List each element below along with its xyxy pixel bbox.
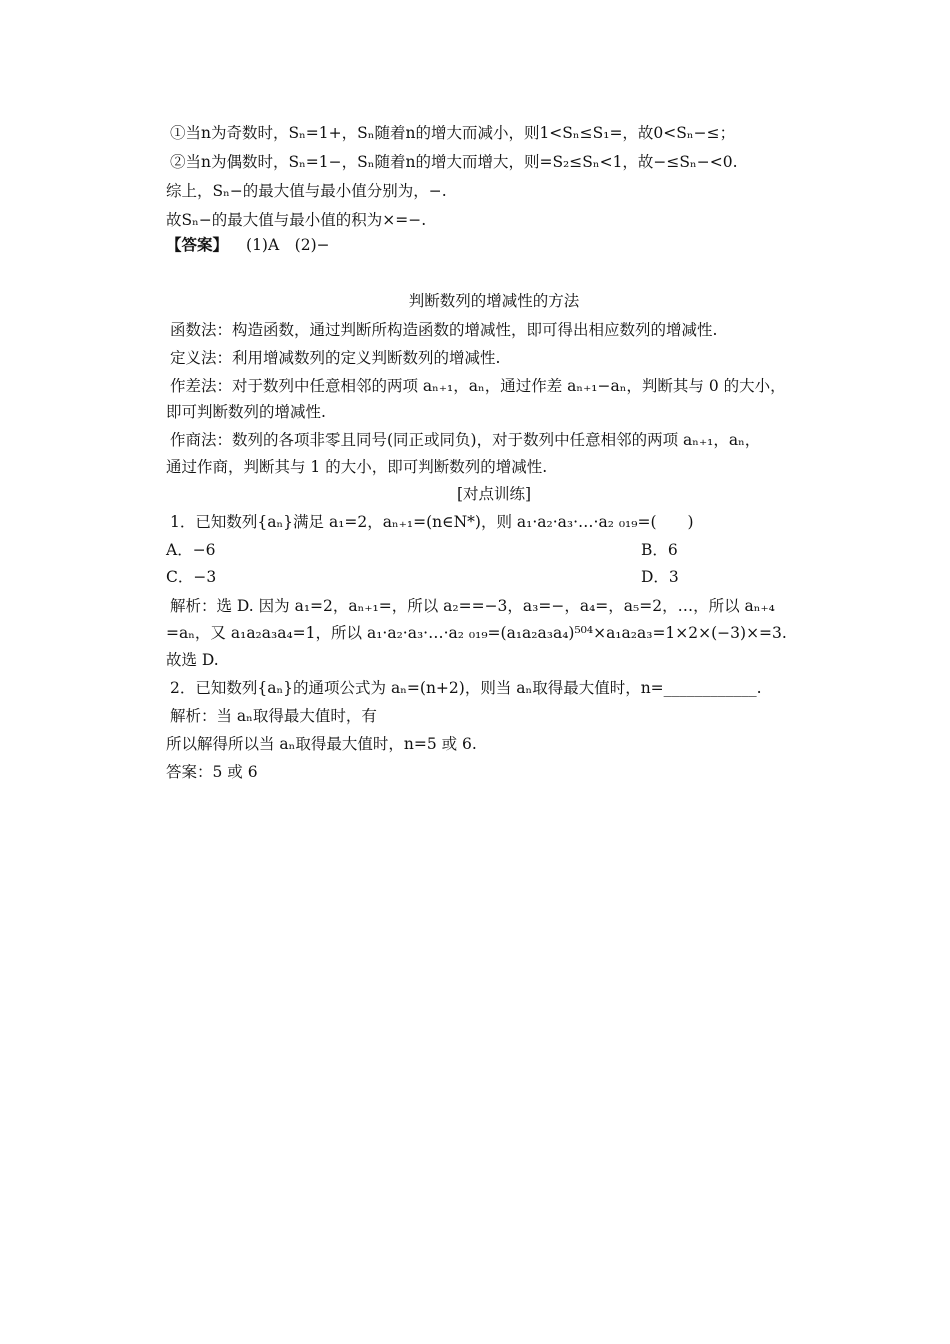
method-quotient-1: 作商法：数列的各项非零且同号(同正或同负)，对于数列中任意相邻的两项 aₙ₊₁，aₙ， xyxy=(170,431,761,449)
q1-options-row-2 xyxy=(166,567,818,587)
answer-value: (1)A (2)− xyxy=(246,236,330,254)
method-quotient-2: 通过作商，判断其与 1 的大小，即可判断数列的增减性. xyxy=(166,458,548,476)
solution-1-line-1: 解析：选 D. 因为 a₁=2，aₙ₊₁=，所以 a₂==−3，a₃=−，a₄=，a₅=2，…，所以 aₙ₊₄ xyxy=(170,597,775,615)
method-definition: 定义法：利用增减数列的定义判断数列的增减性. xyxy=(170,349,501,367)
question-2: 2．已知数列{aₙ}的通项公式为 aₙ=(n+2)，则当 aₙ取得最大值时，n=____________. xyxy=(170,679,762,697)
q1-options-row-1 xyxy=(166,540,818,560)
method-difference-1: 作差法：对于数列中任意相邻的两项 aₙ₊₁，aₙ，通过作差 aₙ₊₁−aₙ，判断其与 0 的大小， xyxy=(170,377,786,395)
solution-2-line-1: 解析：当 aₙ取得最大值时，有 xyxy=(170,707,377,725)
practice-heading: [对点训练] xyxy=(456,485,532,503)
answer-label: 【答案】 xyxy=(166,235,229,254)
case-even-line: ②当n为偶数时，Sₙ=1−，Sₙ随着n的增大而增大，则=S₂≤Sₙ<1，故−≤Sₙ−<0. xyxy=(170,153,738,171)
product-line: 故Sₙ−的最大值与最小值的积为×=−. xyxy=(166,211,427,229)
solution-2-answer: 答案：5 或 6 xyxy=(166,763,258,781)
solution-1-line-2: =aₙ，又 a₁a₂a₃a₄=1，所以 a₁·a₂·a₃·…·a₂ ₀₁₉=(a₁a₂a₃a₄)⁵⁰⁴×a₁a₂a₃=1×2×(−3)×=3. xyxy=(166,624,787,642)
solution-1-line-3: 故选 D. xyxy=(166,651,219,669)
summary-line: 综上，Sₙ−的最大值与最小值分别为，−. xyxy=(166,182,447,200)
question-1: 1．已知数列{aₙ}满足 a₁=2，aₙ₊₁=(n∈N*)，则 a₁·a₂·a₃·…·a₂ ₀₁₉=( ) xyxy=(170,513,694,531)
method-function: 函数法：构造函数，通过判断所构造函数的增减性，即可得出相应数列的增减性. xyxy=(170,321,718,339)
q1-option-d: D．3 xyxy=(641,568,679,586)
case-odd-line: ①当n为奇数时，Sₙ=1+，Sₙ随着n的增大而减小，则1<Sₙ≤S₁=，故0<Sₙ−≤； xyxy=(170,124,736,142)
q1-option-c: C．−3 xyxy=(166,568,217,586)
answer-line xyxy=(166,235,818,255)
method-difference-2: 即可判断数列的增减性. xyxy=(166,403,326,421)
q1-option-b: B．6 xyxy=(641,541,678,559)
solution-2-line-2: 所以解得所以当 aₙ取得最大值时，n=5 或 6. xyxy=(166,735,477,753)
section-heading: 判断数列的增减性的方法 xyxy=(408,292,580,310)
q1-option-a: A．−6 xyxy=(166,541,216,559)
